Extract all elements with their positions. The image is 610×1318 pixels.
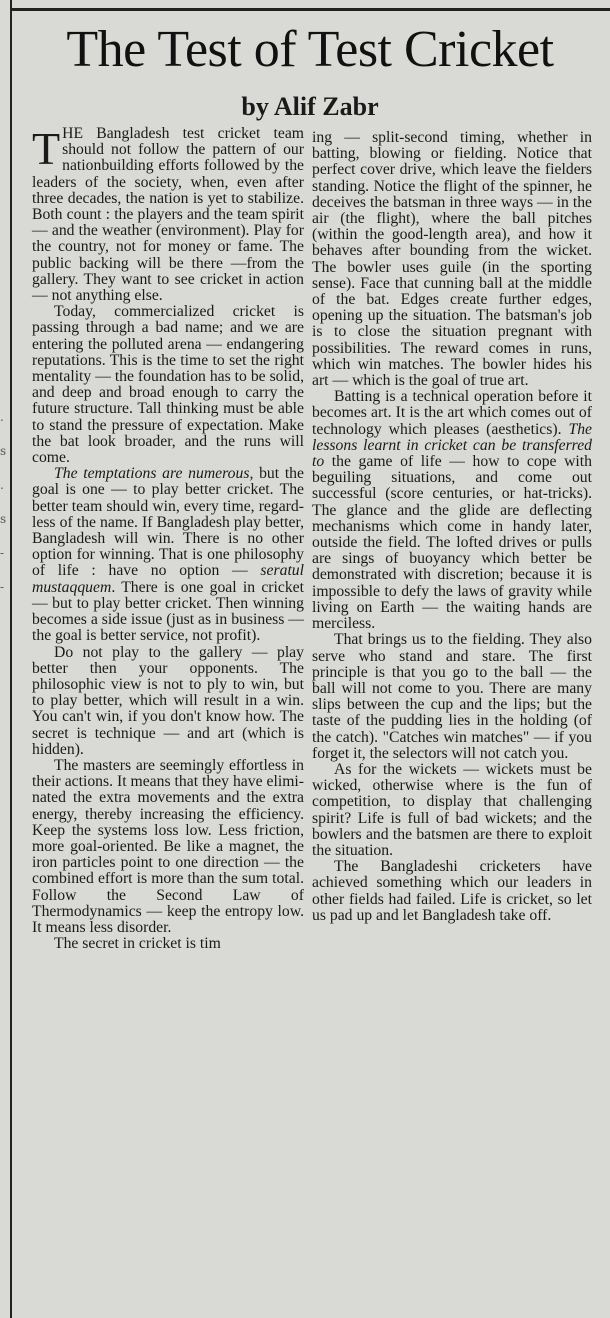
paragraph: THE Bangladesh test cricket team should not follow the pattern of our nationbuilding efforts followed by the leaders of the society, when, even after three decades, the nation is yet to stabilize. Both count : the players and the team spirit — and the weather (environment). Play for the country, not for money or fame. The public backing will be there —from the gallery. They want to see cricket in action — not anything else. [32,123,304,305]
paragraph: Do not play to the gallery — play better then your opponents. The philosophic view is not to ply to win, but to play better, which will result in a win. You can't win, if you don't know how. The secret is technique — and art (which is hidden). [32,643,304,758]
paragraph: Batting is a technical operation before it becomes art. It is the art which comes out of technology which pleases (aesthetics). The lessons learnt in cricket can be transferred to the game of life — how to cope with beguiling situations, and come out successful (score centuries, or hat-tricks). The glance and the glide are deflecting mechanisms which come in handy later, outside the field. The lofted drives or pulls are sings of buoyancy which better be demonstrated with discretion; because it is impossible to defy the laws of gravity while living on Earth — the waiting hands are merciless. [312,388,592,633]
paragraph: That brings us to the fielding. They also serve who stand and stare. The first principle is that you go to the ball — the ball will not come to you. There are many slips between the cup and the lips; but the taste of the pudding lies in the holding (of the catch). "Catches win matches" — if you forget it, the selectors will not catch you. [312,631,592,762]
paragraph: Today, commercialized cricket is passing through a bad name; and we are entering the polluted arena — endangering reputations. This is the time to set the right mentality — the foundation has to be solid, and deep and broad enough to carry the future structure. Tall thinking must be able to stand the pressure of expectation. Make the bat look broader, and the runs will come. [32,303,304,467]
article-byline: by Alif Zabr [241,92,379,121]
article-headline: The Test of Test Cricket [66,21,554,78]
drop-cap: T [32,123,61,174]
article-column-right [312,130,592,924]
article-column-left [32,123,304,953]
page-top-rule [10,8,610,11]
paragraph: The secret in cricket is tim [54,935,221,953]
column-left-rule [10,0,12,1318]
margin-marks: . s . s - - [0,410,7,594]
paragraph: As for the wickets — wickets must be wicked, otherwise where is the fun of competition, to display that challenging spirit? Life is full of bad wickets; and the bowlers and the batsmen are there to exploit the situation. [312,760,592,859]
paragraph: The Bangladeshi cricketers have achieved something which our leaders in other fields had failed. Life is cricket, so let us pad up and let Bangladesh take off. [312,858,592,924]
paragraph: The masters are seemingly effortless in their actions. It means that they have eliminated the extra movements and the extra energy, thereby increasing the efficiency. Keep the systems loss low. Less friction, more goal-oriented. Be like a magnet, the iron particles point to one direction — the combined effort is more than the sum total. Follow the Second Law of Thermodynamics — keep the entropy low. It means less disorder. [32,756,304,936]
paragraph: ing — split-second timing, whether in batting, blowing or fielding. Notice that perfect cover drive, which leave the fielders standing. Notice the flight of the spinner, he deceives the batsman in three ways — in the air (the flight), where the ball pitches (within the good-length area), and how it behaves after bounding from the wicket. The bowler uses guile (in the sporting sense). Face that cunning ball at the middle of the bat. Edges create further edges, opening up the situation. The batsman's job is to close the situation pregnant with possibilities. The reward comes in runs, which win matches. The bowler hides his art — which is the goal of true art. [312,129,592,390]
paragraph: The temptations are numerous, but the goal is one — to play better cricket. The better team should win, every time, regardless of the name. If Bangladesh play better, Bangladesh will win. There is no other option for winning. That is one philosophy of life : have no option — seratul mustaqquem. There is one goal in cricket — but to play better cricket. Then winning becomes a side issue (just as in business — the goal is better service, not profit). [32,465,304,645]
